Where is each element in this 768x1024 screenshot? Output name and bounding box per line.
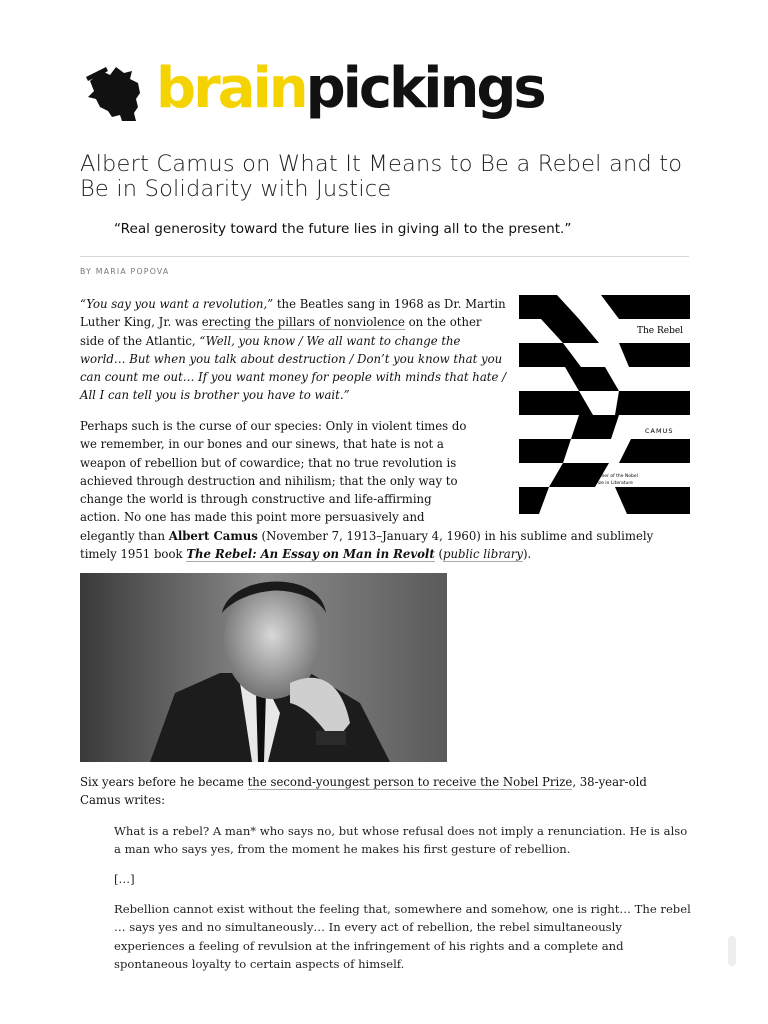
paragraph-2: [80, 417, 680, 563]
logo-brain: brain: [156, 56, 306, 121]
blockquote-1: What is a rebel? A man* who says no, but whose refusal does not imply a renunciation. He is also a man who says yes, from the moment he makes his first gesture of rebellion.: [114, 824, 688, 857]
book-cover-author-first: ALBERT: [527, 377, 558, 385]
p2-line: action. No one has made this point more persuasively and: [80, 510, 425, 525]
scroll-handle[interactable]: [728, 936, 736, 966]
p2-line: [80, 545, 680, 563]
p1-text-b: on the other side of the Atlantic,: [80, 315, 482, 348]
p3-text-a: Six years before he became: [80, 775, 248, 789]
byline[interactable]: BY MARIA POPOVA: [80, 267, 170, 276]
p2-line: change the world is through constructive and life-affirming: [80, 492, 432, 507]
p2-text: ).: [522, 547, 532, 562]
divider: [80, 256, 689, 257]
book-cover-note-2: Prize in Literature: [593, 481, 633, 486]
lyrics-quote: “Well, you know / We all want to change the world… But when you talk about destruction / Don’t you know that you can count me out… If you want money for people with minds that hate / All I can tell you is brother you have to wait.”: [80, 333, 507, 403]
book-cover-note-1: Winner of the Nobel: [593, 474, 638, 479]
site-logo[interactable]: [80, 56, 544, 131]
p3-text-b: , 38-year-old Camus writes:: [80, 775, 647, 808]
public-library-text: public library: [443, 547, 523, 562]
book-title-link[interactable]: [186, 547, 434, 562]
p2-text: elegantly than: [80, 528, 169, 543]
beatles-quote: “You say you want a revolution,”: [80, 297, 274, 311]
paragraph-3: [80, 773, 690, 810]
p2-line: achieved through destruction and nihilism; that the only way to: [80, 473, 458, 488]
p2-line: Perhaps such is the curse of our species: Only in violent times do: [80, 419, 467, 433]
book-cover-title: The Rebel: [637, 326, 684, 336]
logo-pickings: pickings: [305, 56, 544, 121]
blockquote-2: Rebellion cannot exist without the feeling that, somewhere and somehow, one is right… The rebel … says yes and no simultaneously… In every act of rebellion, the rebel simultaneously experiences a feeling of revulsion at the infringement of his rights and a complete and spontaneous loyalty to certain aspects of himself.: [114, 902, 691, 971]
p2-text: (: [434, 547, 444, 562]
albert-camus-name: Albert Camus: [168, 528, 258, 543]
book-cover-author-last: CAMUS: [645, 427, 674, 435]
public-library-link[interactable]: [443, 547, 523, 562]
article-subtitle: “Real generosity toward the future lies in giving all to the present.”: [114, 221, 572, 237]
article-title: Albert Camus on What It Means to Be a Rebel and to Be in Solidarity with Justice: [80, 151, 683, 202]
p2-line: [80, 527, 680, 545]
blockquote-ellipsis: […]: [114, 872, 135, 886]
paragraph-1: [80, 295, 508, 405]
p1-text-a: the Beatles sang in 1968 as Dr. Martin Luther King, Jr. was: [80, 297, 506, 330]
p2-text: (November 7, 1913–January 4, 1960) in his sublime and sublimely: [257, 528, 654, 543]
camus-portrait-photo: [80, 573, 447, 762]
head-silhouette-icon: [80, 63, 156, 131]
p2-text: timely 1951 book: [80, 547, 187, 562]
p2-line: weapon of rebellion but of cowardice; that no true revolution is: [80, 455, 457, 470]
nobel-prize-link[interactable]: the second-youngest person to receive the Nobel Prize: [247, 775, 573, 789]
logo-wordmark: [156, 49, 544, 129]
p2-line: we remember, in our bones and our sinews, that hate is not a: [80, 437, 444, 452]
book-title: The Rebel: An Essay on Man in Revolt: [186, 547, 435, 562]
nonviolence-link[interactable]: erecting the pillars of nonviolence: [201, 315, 405, 330]
